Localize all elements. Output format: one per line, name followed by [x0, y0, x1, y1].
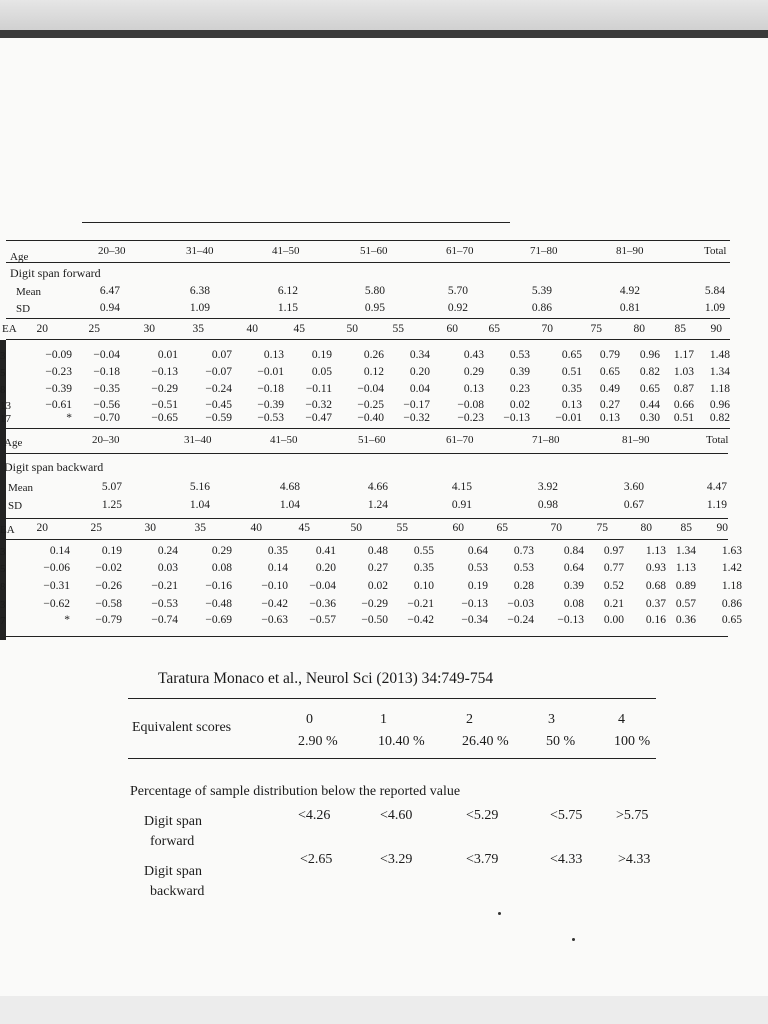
equivalent-score: 4 [618, 712, 625, 727]
table-cell: −0.39 [45, 383, 72, 395]
table1-top-short-rule [82, 222, 510, 223]
table-cell: −0.10 [261, 580, 288, 592]
equivalent-score-percent: 50 % [546, 734, 576, 749]
table-cell: 0.39 [509, 366, 530, 378]
table-cell: −0.74 [151, 614, 178, 626]
table-cell: −0.24 [205, 383, 232, 395]
table-cell: 0.07 [211, 349, 232, 361]
sd-value: 0.91 [451, 499, 472, 511]
equivalent-score: 0 [306, 712, 313, 727]
table-cell: −0.01 [257, 366, 284, 378]
table-cell: 0.41 [315, 545, 336, 557]
table-cell: 0.77 [603, 562, 624, 574]
table-cell: −0.26 [95, 580, 122, 592]
backward-cutoff-value: >4.33 [618, 852, 651, 867]
sd-value: 1.24 [367, 499, 388, 511]
mean-value: 5.16 [189, 481, 210, 493]
mean-value: 4.66 [367, 481, 388, 493]
equivalent-score-percent: 100 % [614, 734, 651, 749]
backward-cutoff-value: <4.33 [550, 852, 583, 867]
table-cell: 1.03 [673, 366, 694, 378]
table-cell: −0.56 [93, 399, 120, 411]
age-group-header: 20–30 [98, 245, 126, 257]
table-cell: 0.82 [709, 412, 730, 424]
age-group-header: 51–60 [360, 245, 388, 257]
table1-header-rule [6, 240, 730, 241]
corr-column-header: 45 [293, 323, 305, 335]
table-cell: −0.06 [43, 562, 70, 574]
table-cell: * [66, 412, 72, 424]
table-cell: 0.64 [467, 545, 488, 557]
table-cell: 0.29 [463, 366, 484, 378]
table-cell: −0.57 [309, 614, 336, 626]
corr-column-header: 65 [488, 323, 500, 335]
table1-section-title: Digit span forward [10, 266, 101, 280]
sd-value: 1.19 [706, 499, 727, 511]
table-cell: 0.10 [413, 580, 434, 592]
table2-corr-label: EA [0, 524, 15, 536]
table1-subheader-rule [6, 262, 730, 263]
table-cell: 0.04 [409, 383, 430, 395]
table-cell: 0.49 [599, 383, 620, 395]
table-cell: 0.36 [675, 614, 696, 626]
speck [498, 912, 501, 915]
table-cell: −0.40 [357, 412, 384, 424]
corr-column-header: 70 [541, 323, 553, 335]
row-label: 5 [0, 563, 6, 575]
table-cell: 1.63 [721, 545, 742, 557]
table-cell: 0.52 [603, 580, 624, 592]
table2-corr-header-rule [4, 539, 728, 540]
table1-mean-label: Mean [16, 286, 42, 298]
table-cell: 0.08 [563, 598, 584, 610]
table-cell: 0.51 [673, 412, 694, 424]
table-cell: −0.29 [151, 383, 178, 395]
table-cell: 1.34 [709, 366, 730, 378]
corr-column-header: 25 [90, 522, 102, 534]
age-group-header: 31–40 [184, 434, 212, 446]
table-cell: 0.48 [367, 545, 388, 557]
corr-column-header: 75 [590, 323, 602, 335]
corr-column-header: 40 [246, 323, 258, 335]
corr-column-header: 20 [36, 522, 48, 534]
corr-column-header: 25 [88, 323, 100, 335]
table-cell: * [64, 614, 70, 626]
table-cell: −0.29 [361, 598, 388, 610]
table-cell: −0.65 [151, 412, 178, 424]
table-cell: −0.24 [507, 614, 534, 626]
table-cell: 0.05 [311, 366, 332, 378]
table-cell: 0.96 [709, 399, 730, 411]
forward-cutoff-value: >5.75 [616, 808, 649, 823]
table-cell: −0.23 [45, 366, 72, 378]
table-cell: 0.14 [49, 545, 70, 557]
table-cell: 0.34 [409, 349, 430, 361]
corr-column-header: 80 [640, 522, 652, 534]
sd-value: 0.67 [623, 499, 644, 511]
citation: Taratura Monaco et al., Neurol Sci (2013) 34:749-754 [158, 670, 494, 687]
corr-column-header: 50 [346, 323, 358, 335]
corr-column-header: 85 [680, 522, 692, 534]
sd-value: 1.15 [277, 302, 298, 314]
table-cell: −0.53 [151, 598, 178, 610]
backward-cutoff-value: <3.29 [380, 852, 413, 867]
age-group-header: 71–80 [532, 434, 560, 446]
table-cell: 0.64 [563, 562, 584, 574]
forward-label-line1: Digit span [144, 814, 202, 829]
sd-value: 0.81 [619, 302, 640, 314]
table-cell: 0.79 [599, 349, 620, 361]
equivalent-score-percent: 2.90 % [298, 734, 338, 749]
age-group-header: 61–70 [446, 245, 474, 257]
backward-label-line1: Digit span [144, 864, 202, 879]
reference-mid-rule [128, 758, 656, 759]
table-cell: −0.61 [45, 399, 72, 411]
row-label: 3 [0, 350, 6, 362]
speck [572, 938, 575, 941]
table-cell: −0.53 [257, 412, 284, 424]
corr-column-header: 50 [350, 522, 362, 534]
row-label: 13 [0, 400, 11, 412]
table-cell: 1.13 [645, 545, 666, 557]
table2-age-label: Age [4, 437, 23, 449]
mean-value: 3.60 [623, 481, 644, 493]
forward-label-line2: forward [150, 834, 195, 849]
table-cell: −0.32 [305, 399, 332, 411]
mean-value: 4.92 [619, 285, 640, 297]
table-cell: −0.21 [151, 580, 178, 592]
table-cell: 0.20 [409, 366, 430, 378]
sd-value: 1.09 [704, 302, 725, 314]
corr-column-header: 55 [392, 323, 404, 335]
table-cell: 0.43 [463, 349, 484, 361]
corr-column-header: 90 [710, 323, 722, 335]
table-cell: 0.66 [673, 399, 694, 411]
table-cell: 0.93 [645, 562, 666, 574]
table2-section-title: Digit span backward [4, 460, 104, 474]
table1-bottom-rule [6, 428, 730, 429]
table-cell: −0.32 [403, 412, 430, 424]
corr-column-header: 30 [143, 323, 155, 335]
table-cell: 0.08 [211, 562, 232, 574]
table-cell: −0.03 [507, 598, 534, 610]
corr-column-header: 80 [633, 323, 645, 335]
table-cell: 0.26 [363, 349, 384, 361]
corr-column-header: 85 [674, 323, 686, 335]
table-cell: −0.48 [205, 598, 232, 610]
table-cell: 0.57 [675, 598, 696, 610]
age-group-header: 20–30 [92, 434, 120, 446]
table-cell: −0.36 [309, 598, 336, 610]
table-cell: 0.00 [603, 614, 624, 626]
table2-mean-label: Mean [8, 482, 34, 494]
table-cell: −0.45 [205, 399, 232, 411]
age-group-header: Total [706, 434, 729, 446]
row-label: 3 [0, 546, 6, 558]
table-cell: 0.82 [639, 366, 660, 378]
table-cell: −0.17 [403, 399, 430, 411]
sd-value: 1.04 [189, 499, 210, 511]
age-group-header: 81–90 [622, 434, 650, 446]
table-cell: 0.84 [563, 545, 584, 557]
table-cell: 0.16 [645, 614, 666, 626]
table-cell: −0.13 [503, 412, 530, 424]
table1-age-label: Age [10, 251, 29, 263]
table1-sd-label: SD [16, 303, 31, 315]
table-cell: −0.13 [461, 598, 488, 610]
age-group-header: 31–40 [186, 245, 214, 257]
table-cell: 0.73 [513, 545, 534, 557]
sd-value: 0.86 [531, 302, 552, 314]
table-cell: −0.13 [151, 366, 178, 378]
row-label: 5 [0, 367, 6, 379]
forward-cutoff-value: <4.26 [298, 808, 331, 823]
mean-value: 6.12 [277, 285, 298, 297]
table-cell: 0.86 [721, 598, 742, 610]
mean-value: 5.80 [364, 285, 385, 297]
mean-value: 4.47 [706, 481, 727, 493]
backward-cutoff-value: <3.79 [466, 852, 499, 867]
corr-column-header: 45 [298, 522, 310, 534]
table-cell: 0.44 [639, 399, 660, 411]
table-cell: 0.96 [639, 349, 660, 361]
table-cell: 0.13 [561, 399, 582, 411]
table-cell: 0.35 [267, 545, 288, 557]
age-group-header: 41–50 [270, 434, 298, 446]
table-cell: −0.35 [93, 383, 120, 395]
age-group-header: 41–50 [272, 245, 300, 257]
corr-column-header: 35 [192, 323, 204, 335]
sd-value: 0.92 [447, 302, 468, 314]
table-cell: 0.30 [639, 412, 660, 424]
table-cell: 0.87 [673, 383, 694, 395]
table-cell: −0.51 [151, 399, 178, 411]
age-group-header: 81–90 [616, 245, 644, 257]
backward-cutoff-value: <2.65 [300, 852, 333, 867]
equivalent-score-percent: 10.40 % [378, 734, 425, 749]
table-cell: 0.23 [509, 383, 530, 395]
mean-value: 5.84 [704, 285, 725, 297]
table-cell: −0.18 [257, 383, 284, 395]
table-cell: 1.18 [721, 580, 742, 592]
mean-value: 5.70 [447, 285, 468, 297]
table-cell: −0.47 [305, 412, 332, 424]
table-cell: −0.07 [205, 366, 232, 378]
table-cell: 0.37 [645, 598, 666, 610]
scan-bottom-edge [0, 996, 768, 1024]
table-cell: 0.65 [721, 614, 742, 626]
corr-column-header: 20 [36, 323, 48, 335]
table-cell: 0.19 [101, 545, 122, 557]
table-cell: −0.69 [205, 614, 232, 626]
backward-label-line2: backward [150, 884, 205, 899]
table-cell: 0.65 [599, 366, 620, 378]
equivalent-score: 1 [380, 712, 387, 727]
row-label: 7 [0, 615, 6, 627]
table-cell: 0.65 [561, 349, 582, 361]
table-cell: 1.42 [721, 562, 742, 574]
mean-value: 4.68 [279, 481, 300, 493]
table-cell: 0.24 [157, 545, 178, 557]
table-cell: −0.18 [93, 366, 120, 378]
table-cell: 0.27 [599, 399, 620, 411]
corr-column-header: 70 [550, 522, 562, 534]
equivalent-scores-label: Equivalent scores [132, 720, 232, 735]
table-cell: 0.55 [413, 545, 434, 557]
mean-value: 6.47 [99, 285, 120, 297]
sd-value: 1.09 [189, 302, 210, 314]
table-cell: 0.01 [157, 349, 178, 361]
table-cell: −0.11 [305, 383, 332, 395]
table-cell: 0.39 [563, 580, 584, 592]
table-cell: 0.13 [599, 412, 620, 424]
table-cell: 1.13 [675, 562, 696, 574]
table-cell: −0.04 [357, 383, 384, 395]
sd-value: 0.94 [99, 302, 120, 314]
table1-corr-label: EA [2, 323, 17, 335]
table-cell: −0.13 [557, 614, 584, 626]
equivalent-score: 3 [548, 712, 555, 727]
table-cell: 0.28 [513, 580, 534, 592]
table-cell: −0.42 [407, 614, 434, 626]
table-cell: −0.58 [95, 598, 122, 610]
table-cell: −0.04 [309, 580, 336, 592]
table-cell: 1.34 [675, 545, 696, 557]
table-cell: −0.09 [45, 349, 72, 361]
age-group-header: 71–80 [530, 245, 558, 257]
table-cell: −0.08 [457, 399, 484, 411]
row-label: 3 [0, 599, 6, 611]
table-cell: −0.21 [407, 598, 434, 610]
table-cell: −0.16 [205, 580, 232, 592]
table-cell: −0.02 [95, 562, 122, 574]
table-cell: 0.27 [367, 562, 388, 574]
forward-cutoff-value: <5.29 [466, 808, 499, 823]
table1-corr-header-rule [6, 339, 730, 340]
table1-corr-top-rule [6, 318, 730, 319]
corr-column-header: 30 [144, 522, 156, 534]
equivalent-score: 2 [466, 712, 473, 727]
table-cell: −0.31 [43, 580, 70, 592]
corr-column-header: 75 [596, 522, 608, 534]
table-cell: −0.70 [93, 412, 120, 424]
sd-value: 1.04 [279, 499, 300, 511]
table-cell: 0.13 [463, 383, 484, 395]
corr-column-header: 35 [194, 522, 206, 534]
table-cell: 0.14 [267, 562, 288, 574]
table-cell: 0.35 [561, 383, 582, 395]
table-cell: −0.34 [461, 614, 488, 626]
equivalent-score-percent: 26.40 % [462, 734, 509, 749]
table-cell: 0.89 [675, 580, 696, 592]
table-cell: 0.20 [315, 562, 336, 574]
age-group-header: 51–60 [358, 434, 386, 446]
table-cell: −0.23 [457, 412, 484, 424]
table-cell: −0.01 [555, 412, 582, 424]
mean-value: 4.15 [451, 481, 472, 493]
table-cell: −0.50 [361, 614, 388, 626]
sd-value: 0.95 [364, 302, 385, 314]
table-cell: 1.17 [673, 349, 694, 361]
table-cell: 0.68 [645, 580, 666, 592]
corr-column-header: 90 [716, 522, 728, 534]
table-cell: 0.29 [211, 545, 232, 557]
table-cell: 0.35 [413, 562, 434, 574]
table-cell: 0.21 [603, 598, 624, 610]
mean-value: 5.39 [531, 285, 552, 297]
age-group-header: Total [704, 245, 727, 257]
mean-value: 6.38 [189, 285, 210, 297]
forward-cutoff-value: <4.60 [380, 808, 413, 823]
table-cell: 0.53 [513, 562, 534, 574]
corr-column-header: 55 [396, 522, 408, 534]
table-cell: −0.42 [261, 598, 288, 610]
table-cell: 0.53 [509, 349, 530, 361]
corr-column-header: 60 [452, 522, 464, 534]
table-cell: 0.19 [311, 349, 332, 361]
table-cell: 0.13 [263, 349, 284, 361]
table-cell: 0.19 [467, 580, 488, 592]
table-cell: 0.65 [639, 383, 660, 395]
table-cell: 0.51 [561, 366, 582, 378]
table-cell: −0.59 [205, 412, 232, 424]
table2-sd-label: SD [8, 500, 23, 512]
table-cell: 0.03 [157, 562, 178, 574]
distribution-label: Percentage of sample distribution below the reported value [130, 784, 461, 799]
sd-value: 1.25 [101, 499, 122, 511]
table-cell: 0.12 [363, 366, 384, 378]
forward-cutoff-value: <5.75 [550, 808, 583, 823]
table-cell: 1.18 [709, 383, 730, 395]
corr-column-header: 40 [250, 522, 262, 534]
row-label: 17 [0, 413, 11, 425]
age-group-header: 61–70 [446, 434, 474, 446]
table-cell: −0.63 [261, 614, 288, 626]
table-cell: 1.48 [709, 349, 730, 361]
sd-value: 0.98 [537, 499, 558, 511]
table-cell: 0.02 [509, 399, 530, 411]
mean-value: 5.07 [101, 481, 122, 493]
row-label: 8 [0, 384, 6, 396]
reference-top-rule [128, 698, 656, 699]
table-cell: −0.04 [93, 349, 120, 361]
table2-corr-top-rule [4, 518, 728, 519]
table-cell: −0.25 [357, 399, 384, 411]
table-cell: 0.02 [367, 580, 388, 592]
table-cell: −0.79 [95, 614, 122, 626]
table-cell: 0.53 [467, 562, 488, 574]
table-cell: 0.97 [603, 545, 624, 557]
table-cell: −0.39 [257, 399, 284, 411]
table2-bottom-rule [4, 636, 728, 637]
table2-subheader-rule [4, 453, 728, 454]
corr-column-header: 60 [446, 323, 458, 335]
corr-column-header: 65 [496, 522, 508, 534]
row-label: 8 [0, 581, 6, 593]
table-cell: −0.62 [43, 598, 70, 610]
mean-value: 3.92 [537, 481, 558, 493]
